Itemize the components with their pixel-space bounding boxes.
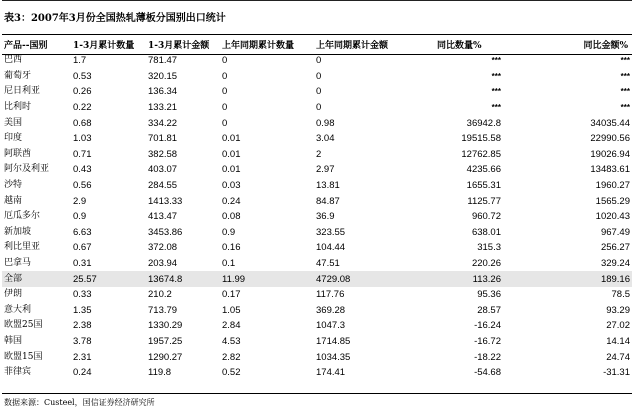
value-cell: 329.24 bbox=[600, 258, 630, 270]
top-border bbox=[2, 0, 632, 3]
value-cell: 0.43 bbox=[73, 164, 92, 176]
source-note: 数据来源：Custeel，国信证券经济研究所 bbox=[4, 398, 155, 407]
value-cell: 0 bbox=[316, 102, 322, 114]
value-cell: 1290.27 bbox=[148, 351, 183, 363]
value-cell: 320.15 bbox=[148, 70, 178, 82]
value-cell: 323.55 bbox=[316, 226, 346, 238]
value-cell: 2.38 bbox=[73, 320, 92, 332]
value-cell: 22990.56 bbox=[590, 133, 630, 145]
value-cell: -54.68 bbox=[474, 367, 501, 379]
column-header: 1-3月累计数量 bbox=[73, 41, 135, 51]
value-cell: 0.1 bbox=[222, 258, 236, 270]
value-cell: 3.78 bbox=[73, 335, 92, 347]
country-cell: 意大利 bbox=[4, 304, 32, 315]
column-header: 1-3月累计金额 bbox=[148, 41, 210, 51]
table-bottom-rule bbox=[2, 393, 632, 394]
table-row bbox=[2, 100, 632, 116]
value-cell: 36.9 bbox=[316, 211, 335, 223]
country-cell: 新加坡 bbox=[4, 226, 32, 237]
value-cell: 6.63 bbox=[73, 226, 92, 238]
value-cell: 0.53 bbox=[73, 70, 92, 82]
value-cell: 220.26 bbox=[471, 258, 501, 270]
value-cell: 0.98 bbox=[316, 117, 335, 129]
table-row bbox=[2, 178, 632, 194]
value-cell: *** bbox=[491, 56, 501, 66]
value-cell: 1020.43 bbox=[595, 211, 630, 223]
value-cell: 13.81 bbox=[316, 180, 340, 192]
value-cell: 3453.86 bbox=[148, 226, 183, 238]
value-cell: 24.74 bbox=[606, 351, 630, 363]
value-cell: 0.56 bbox=[73, 180, 92, 192]
column-header: 同比数量% bbox=[437, 41, 482, 51]
value-cell: 28.57 bbox=[477, 304, 501, 316]
country-cell: 伊朗 bbox=[4, 289, 23, 300]
value-cell: 12762.85 bbox=[461, 148, 501, 160]
table-row bbox=[2, 271, 632, 287]
table-row bbox=[2, 256, 632, 272]
country-cell: 印度 bbox=[4, 133, 23, 144]
column-header: 产品--国别 bbox=[4, 41, 48, 51]
value-cell: 0.9 bbox=[73, 211, 87, 223]
table-row bbox=[2, 131, 632, 147]
value-cell: *** bbox=[491, 87, 501, 97]
value-cell: 93.29 bbox=[606, 304, 630, 316]
value-cell: 0 bbox=[222, 86, 228, 98]
value-cell: 14.14 bbox=[606, 335, 630, 347]
table-row bbox=[2, 147, 632, 163]
value-cell: 315.3 bbox=[477, 242, 501, 254]
value-cell: 2.9 bbox=[73, 195, 87, 207]
value-cell: 1.05 bbox=[222, 304, 241, 316]
country-cell: 比利时 bbox=[4, 102, 32, 113]
table-title: 表3：2007年3月份全国热轧薄板分国别出口统计 bbox=[4, 13, 226, 24]
value-cell: 84.87 bbox=[316, 195, 340, 207]
value-cell: 174.41 bbox=[316, 367, 346, 379]
header-bottom-rule bbox=[2, 54, 632, 55]
country-cell: 欧盟15国 bbox=[4, 351, 43, 362]
value-cell: 0 bbox=[222, 102, 228, 114]
value-cell: 638.01 bbox=[471, 226, 501, 238]
country-cell: 全部 bbox=[2, 271, 73, 287]
value-cell: 781.47 bbox=[148, 55, 178, 67]
value-cell: 1034.35 bbox=[316, 351, 351, 363]
value-cell: 0.33 bbox=[73, 289, 92, 301]
column-header: 上年同期累计数量 bbox=[222, 41, 295, 51]
table-row bbox=[2, 334, 632, 350]
value-cell: 369.28 bbox=[316, 304, 346, 316]
value-cell: 4729.08 bbox=[316, 271, 411, 287]
value-cell: 0.52 bbox=[222, 367, 241, 379]
country-cell: 越南 bbox=[4, 195, 23, 206]
value-cell: 960.72 bbox=[471, 211, 501, 223]
column-header: 上年同期累计金额 bbox=[316, 41, 389, 51]
value-cell: 47.51 bbox=[316, 258, 340, 270]
value-cell: 0.17 bbox=[222, 289, 241, 301]
value-cell: -31.31 bbox=[603, 367, 630, 379]
value-cell: -18.22 bbox=[474, 351, 501, 363]
value-cell: 1047.3 bbox=[316, 320, 346, 332]
value-cell: -16.72 bbox=[474, 335, 501, 347]
value-cell: 1714.85 bbox=[316, 335, 351, 347]
value-cell: 403.07 bbox=[148, 164, 178, 176]
value-cell: 967.49 bbox=[600, 226, 630, 238]
value-cell: 701.81 bbox=[148, 133, 178, 145]
value-cell: 95.36 bbox=[477, 289, 501, 301]
country-cell: 葡萄牙 bbox=[4, 70, 32, 81]
value-cell: 0 bbox=[316, 86, 322, 98]
table-row bbox=[2, 240, 632, 256]
value-cell: 1125.77 bbox=[467, 195, 501, 207]
value-cell: *** bbox=[491, 103, 501, 113]
value-cell: 0 bbox=[222, 55, 228, 67]
country-cell: 菲律宾 bbox=[4, 367, 32, 378]
value-cell: 372.08 bbox=[148, 242, 178, 254]
value-cell: 0.67 bbox=[73, 242, 92, 254]
value-cell: 104.44 bbox=[316, 242, 346, 254]
value-cell: 1413.33 bbox=[148, 195, 183, 207]
country-cell: 巴西 bbox=[4, 55, 23, 66]
value-cell: 1957.25 bbox=[148, 335, 183, 347]
value-cell: 78.5 bbox=[611, 289, 630, 301]
value-cell: 19026.94 bbox=[590, 148, 630, 160]
value-cell: 0.9 bbox=[222, 226, 236, 238]
value-cell: -16.24 bbox=[474, 320, 501, 332]
value-cell: 2.97 bbox=[316, 164, 335, 176]
value-cell: 0.24 bbox=[73, 367, 92, 379]
value-cell: 3.04 bbox=[316, 133, 335, 145]
value-cell: 0 bbox=[222, 70, 228, 82]
export-stats-table bbox=[2, 36, 632, 380]
country-cell: 沙特 bbox=[4, 180, 23, 191]
value-cell: 413.47 bbox=[148, 211, 178, 223]
country-cell: 阿联酋 bbox=[4, 148, 32, 159]
value-cell: 210.2 bbox=[148, 289, 172, 301]
value-cell: 27.02 bbox=[606, 320, 630, 332]
value-cell: 2.84 bbox=[222, 320, 241, 332]
value-cell: 133.21 bbox=[148, 102, 178, 114]
value-cell: 334.22 bbox=[148, 117, 178, 129]
column-header: 同比金额% bbox=[583, 41, 628, 51]
value-cell: 1.35 bbox=[73, 304, 92, 316]
value-cell: 117.76 bbox=[316, 289, 345, 301]
country-cell: 利比里亚 bbox=[4, 242, 41, 253]
value-cell: 0 bbox=[316, 70, 322, 82]
value-cell: 0.01 bbox=[222, 148, 241, 160]
value-cell: 0.03 bbox=[222, 180, 241, 192]
value-cell: 0.31 bbox=[73, 258, 92, 270]
header-top-rule bbox=[2, 34, 632, 35]
header-row bbox=[2, 36, 632, 53]
table-row bbox=[2, 162, 632, 178]
country-cell: 尼日利亚 bbox=[4, 86, 41, 97]
country-cell: 厄瓜多尔 bbox=[4, 211, 41, 222]
value-cell: 256.27 bbox=[600, 242, 630, 254]
value-cell: 1.03 bbox=[73, 133, 92, 145]
table-row bbox=[2, 193, 632, 209]
table-row bbox=[2, 303, 632, 319]
table-row bbox=[2, 209, 632, 225]
value-cell: 4.53 bbox=[222, 335, 241, 347]
value-cell: *** bbox=[620, 56, 630, 66]
value-cell: 284.55 bbox=[148, 180, 178, 192]
table-row bbox=[2, 318, 632, 334]
value-cell: 13483.61 bbox=[590, 164, 630, 176]
value-cell: 2.82 bbox=[222, 351, 241, 363]
value-cell: 0 bbox=[316, 55, 322, 67]
value-cell: 119.8 bbox=[148, 367, 172, 379]
table-row bbox=[2, 365, 632, 381]
table-body bbox=[2, 53, 632, 380]
value-cell: 189.16 bbox=[501, 271, 632, 287]
value-cell: 382.58 bbox=[148, 148, 178, 160]
value-cell: 34035.44 bbox=[590, 117, 630, 129]
value-cell: 2 bbox=[316, 148, 322, 160]
table-row bbox=[2, 349, 632, 365]
value-cell: 13674.8 bbox=[148, 271, 222, 287]
value-cell: 0.68 bbox=[73, 117, 92, 129]
country-cell: 巴拿马 bbox=[4, 258, 32, 269]
value-cell: 36942.8 bbox=[466, 117, 501, 129]
table-row bbox=[2, 84, 632, 100]
value-cell: 0.22 bbox=[73, 102, 92, 114]
value-cell: 1330.29 bbox=[148, 320, 183, 332]
value-cell: 0.71 bbox=[73, 148, 92, 160]
value-cell: 0.01 bbox=[222, 133, 241, 145]
value-cell: 1655.31 bbox=[466, 180, 501, 192]
value-cell: *** bbox=[491, 71, 501, 81]
value-cell: 25.57 bbox=[73, 271, 148, 287]
value-cell: 4235.66 bbox=[466, 164, 501, 176]
value-cell: *** bbox=[620, 103, 630, 113]
value-cell: 0.24 bbox=[222, 195, 241, 207]
country-cell: 欧盟25国 bbox=[4, 320, 43, 331]
value-cell: 0.16 bbox=[222, 242, 241, 254]
country-cell: 阿尔及利亚 bbox=[4, 164, 50, 175]
table-row bbox=[2, 225, 632, 241]
value-cell: *** bbox=[620, 71, 630, 81]
table-row bbox=[2, 115, 632, 131]
table-row bbox=[2, 53, 632, 69]
value-cell: 0 bbox=[222, 117, 228, 129]
value-cell: 0.26 bbox=[73, 86, 92, 98]
table-row bbox=[2, 69, 632, 85]
value-cell: *** bbox=[620, 87, 630, 97]
country-cell: 美国 bbox=[4, 117, 23, 128]
value-cell: 19515.58 bbox=[461, 133, 501, 145]
value-cell: 1960.27 bbox=[595, 180, 630, 192]
table-row bbox=[2, 287, 632, 303]
value-cell: 2.31 bbox=[73, 351, 92, 363]
country-cell: 韩国 bbox=[4, 335, 23, 346]
value-cell: 1.7 bbox=[73, 55, 87, 67]
value-cell: 11.99 bbox=[222, 271, 316, 287]
value-cell: 0.01 bbox=[222, 164, 241, 176]
value-cell: 1565.29 bbox=[595, 195, 630, 207]
value-cell: 136.34 bbox=[148, 86, 178, 98]
value-cell: 0.08 bbox=[222, 211, 241, 223]
value-cell: 203.94 bbox=[148, 258, 178, 270]
value-cell: 113.26 bbox=[411, 271, 501, 287]
value-cell: 713.79 bbox=[148, 304, 178, 316]
